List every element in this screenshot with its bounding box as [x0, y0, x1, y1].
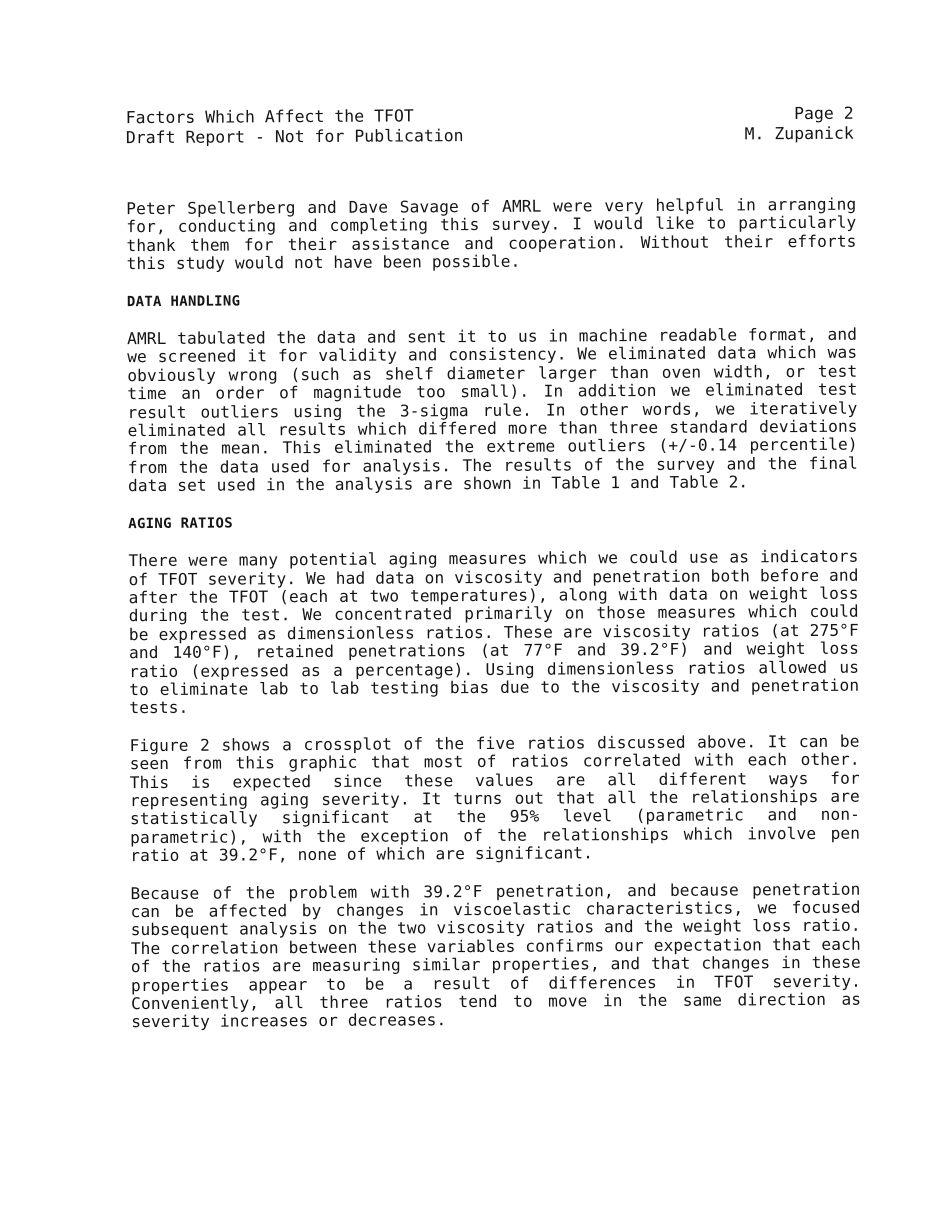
author-name: M. Zupanick: [744, 123, 854, 144]
aging-ratios-paragraph-3: Because of the problem with 39.2°F penetration, and because penetration can be affected by changes in viscoelastic characteristics, we focused subsequent analysis on the two viscosity ratios and the weight loss ratio. The correlation between these variables confirms our expectation that each of the ratios are measuring similar properties, and that changes in these properties appear to be a result of differences in TFOT severity. Conveniently, all three ratios tend to move in the same direction as severity increases or decreases.: [130, 879, 862, 1032]
header-left: [126, 106, 464, 148]
section-heading-aging-ratios: AGING RATIOS: [128, 515, 233, 532]
data-handling-paragraph: AMRL tabulated the data and sent it to us in machine readable format, and we screened it for validity and consistency. We eliminated data which was obviously wrong (such as shelf diameter larger than oven width, or test time an order of magnitude too small). In addition we eliminated test result outliers using the 3-sigma rule. In other words, we iteratively eliminated all results which differed more than three standard deviations from the mean. This eliminated the extreme outliers (+/-0.14 percentile) from the data used for analysis. The results of the survey and the final data set used in the analysis are shown in Table 1 and Table 2.: [127, 324, 858, 496]
aging-ratios-paragraph-1: There were many potential aging measures which we could use as indicators of TFOT severity. We had data on viscosity and penetration both before and after the TFOT (each at two temperatures), along with data on weight loss during the test. We concentrated primarily on those measures which could be expressed as dimensionless ratios. These are viscosity ratios (at 275°F and 140°F), retained penetrations (at 77°F and 39.2°F) and weight loss ratio (expressed as a percentage). Using dimensionless ratios allowed us to eliminate lab to lab testing bias due to the viscosity and penetration tests.: [128, 546, 860, 718]
page-number: Page 2: [794, 103, 854, 124]
report-title: Factors Which Affect the TFOT: [125, 106, 414, 128]
header-right: [744, 104, 854, 145]
acknowledgement-paragraph: Peter Spellerberg and Dave Savage of AMRL were very helpful in arranging for, conducting and completing this survey. I would like to particularly thank them for their assistance and cooperation. Without their efforts this study would not have been possible.: [126, 194, 857, 274]
document-body: [126, 196, 861, 1051]
draft-notice: Draft Report - Not for Publication: [125, 126, 464, 148]
page-header: [125, 103, 854, 148]
aging-ratios-paragraph-2: Figure 2 shows a crossplot of the five ratios discussed above. It can be seen from this graphic that most of ratios correlated with each other. This is expected since these values are all different ways for representing aging severity. It turns out that all the relationships are statistically significant at the 95% level (parametric and non-parametric), with the exception of the relationships which involve pen ratio at 39.2°F, none of which are significant.: [129, 731, 861, 866]
section-heading-data-handling: DATA HANDLING: [126, 293, 241, 310]
